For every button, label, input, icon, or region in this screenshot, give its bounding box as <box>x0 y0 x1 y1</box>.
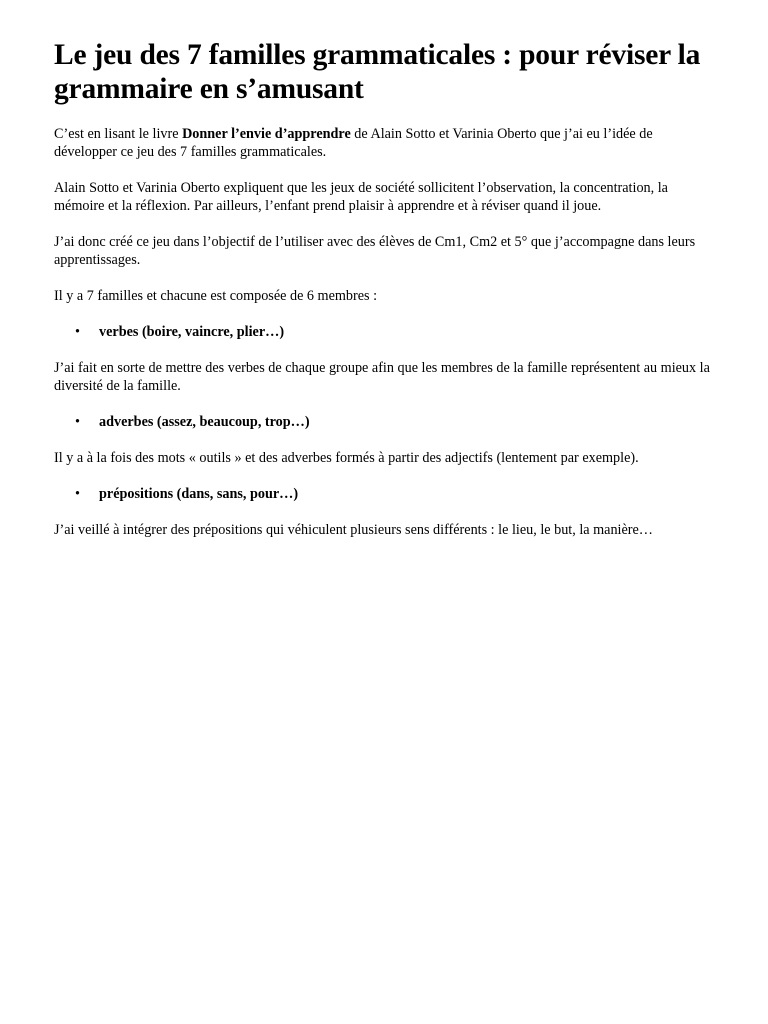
paragraph-intro-start: C’est en lisant le livre <box>54 126 183 142</box>
list-item-prepositions <box>54 485 714 503</box>
list-item-prepositions-label: prépositions (dans, sans, pour…) <box>99 486 299 502</box>
paragraph-verbes: J’ai fait en sorte de mettre des verbes de chaque groupe afin que les membres de la famille représentent au mieux la diversité de la famille. <box>54 360 710 394</box>
bullet-icon: • <box>75 324 80 340</box>
paragraph-authors: Alain Sotto et Varinia Oberto expliquent que les jeux de société sollicitent l’observation, la concentration, la mémoire et la réflexion. Par ailleurs, l’enfant prend plaisir à apprendre et à réviser quand il joue. <box>54 180 668 214</box>
bullet-icon: • <box>75 486 80 502</box>
list-verbes <box>54 323 714 341</box>
list-prepositions <box>54 485 714 503</box>
bullet-icon: • <box>75 414 80 430</box>
paragraph-intro <box>54 125 714 161</box>
book-title: Donner l’envie d’apprendre <box>182 126 351 142</box>
paragraph-prepositions: J’ai veillé à intégrer des prépositions qui véhiculent plusieurs sens différents : le lieu, le but, la manière… <box>54 522 653 538</box>
paragraph-intro-end: de Alain Sotto et Varinia Oberto que j’ai eu l’idée de développer ce jeu des 7 familles grammaticales. <box>54 126 653 160</box>
paragraph-adverbes: Il y a à la fois des mots « outils » et des adverbes formés à partir des adjectifs (lentement par exemple). <box>54 450 639 466</box>
paragraph-objective: J’ai donc créé ce jeu dans l’objectif de l’utiliser avec des élèves de Cm1, Cm2 et 5° que j’accompagne dans leurs apprentissages. <box>54 234 696 268</box>
paragraph-families: Il y a 7 familles et chacune est composée de 6 membres : <box>54 288 378 304</box>
article <box>54 38 714 557</box>
list-item-verbes <box>54 323 714 341</box>
list-item-adverbes <box>54 413 714 431</box>
list-adverbes <box>54 413 714 431</box>
article-title: Le jeu des 7 familles grammaticales : pour réviser la grammaire en s’amusant <box>54 39 701 105</box>
list-item-adverbes-label: adverbes (assez, beaucoup, trop…) <box>99 414 310 430</box>
list-item-verbes-label: verbes (boire, vaincre, plier…) <box>99 324 285 340</box>
